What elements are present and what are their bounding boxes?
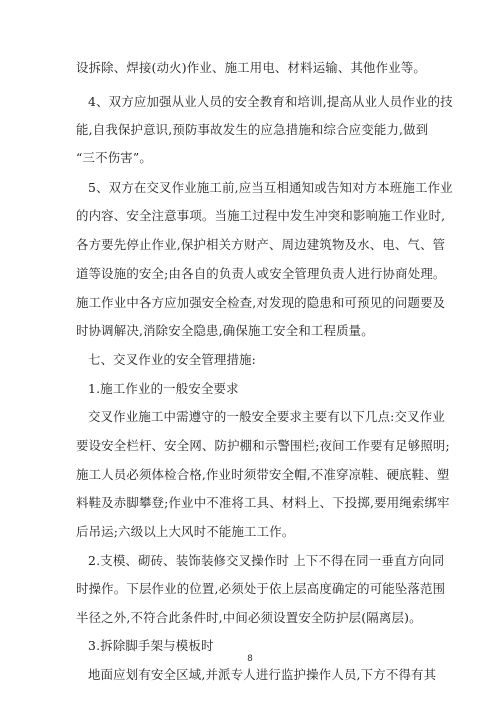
text-line: 施工人员必须体检合格,作业时须带安全帽,不准穿凉鞋、硬底鞋、塑 bbox=[76, 467, 450, 482]
page-number: 8 bbox=[247, 654, 253, 664]
text-line: 道等设施的安全;由各自的负责人或安全管理负责人进行协商处理。 bbox=[76, 266, 446, 281]
subsection-heading: 1.施工作业的一般安全要求 bbox=[88, 381, 239, 396]
subsection-heading: 3.拆除脚手架与模板时 bbox=[88, 638, 214, 653]
text-line: “三不伤害”。 bbox=[76, 150, 153, 165]
section-heading: 七、交叉作业的安全管理措施: bbox=[88, 352, 257, 367]
paragraph-5-line: 5、双方在交叉作业施工前,应当互相通知或告知对方本班施工作业 bbox=[88, 180, 453, 195]
text-line: 要设安全栏杆、安全网、防护棚和示警围栏;夜间工作要有足够照明; bbox=[76, 438, 450, 453]
text-line: 时操作。下层作业的位置,必须处于依上层高度确定的可能坠落范围 bbox=[76, 581, 446, 596]
text-line: 后吊运;六级以上大风时不能施工工作。 bbox=[76, 524, 295, 539]
text-line: 能,自我保护意识,预防事故发生的应急措施和综合应变能力,做到 bbox=[76, 122, 429, 137]
text-line: 料鞋及赤脚攀登;作业中不准将工具、材料上、下投掷,要用绳索绑牢 bbox=[76, 495, 450, 510]
paragraph-4-line: 4、双方应加强从业人员的安全教育和培训,提高从业人员作业的技 bbox=[88, 94, 453, 109]
paragraph-line: 交叉作业施工中需遵守的一般安全要求主要有以下几点:交叉作业 bbox=[88, 409, 445, 424]
subsection-heading: 2.支模、砌砖、装饰装修交叉操作时 上下不得在同一垂直方向同 bbox=[88, 553, 445, 568]
text-line: 的内容、安全注意事项。当施工过程中发生冲突和影响施工作业时, bbox=[76, 208, 446, 223]
text-line: 施工作业中各方应加强安全检查,对发现的隐患和可预见的问题要及 bbox=[76, 295, 446, 310]
text-line: 时协调解决,消除安全隐患,确保施工安全和工程质量。 bbox=[76, 323, 374, 338]
paragraph-line: 地面应划有安全区域,并派专人进行监护操作人员,下方不得有其 bbox=[88, 667, 437, 682]
text-line: 半径之外,不符合此条件时,中间必须设置安全防护层(隔离层)。 bbox=[76, 610, 422, 625]
text-line: 设拆除、焊接(动火)作业、施工用电、材料运输、其他作业等。 bbox=[76, 60, 427, 75]
text-line: 各方要先停止作业,保护相关方财产、周边建筑物及水、电、气、管 bbox=[76, 237, 446, 252]
